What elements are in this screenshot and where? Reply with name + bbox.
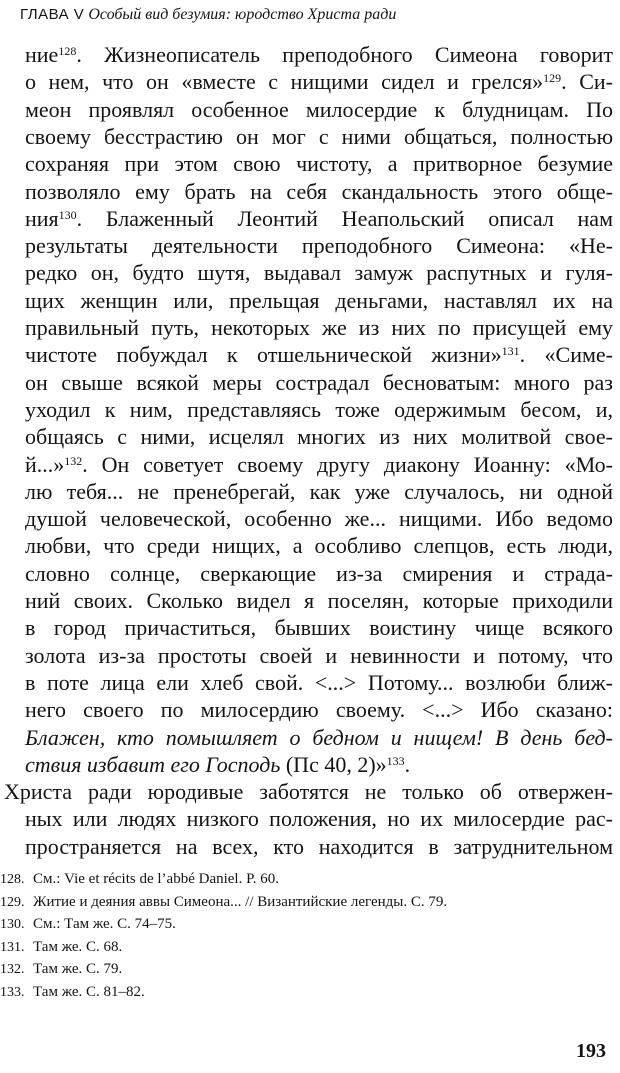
footnote-ref: 133 — [386, 753, 405, 768]
text-line — [25, 67, 613, 97]
footnote-ref: 129 — [543, 71, 562, 86]
text-line — [25, 204, 613, 234]
text-line — [25, 258, 613, 288]
text-line — [25, 313, 613, 343]
footnote-number: 132. — [0, 962, 25, 978]
footnote-text: Там же. С. 68. — [33, 938, 123, 955]
footnote-text: Там же. С. 81–82. — [33, 984, 145, 1000]
footnote-text: См.: Там же. С. 74–75. — [33, 916, 176, 933]
footnote-number: 131. — [0, 939, 25, 955]
text-run: уходил к ним, представляясь тоже одержимым бесом, и, — [25, 396, 613, 422]
text-line — [25, 695, 613, 725]
text-run: редко он, будто шутя, выдавал замуж распутных и гуля- — [25, 260, 613, 286]
text-run: результаты деятельности преподобного Симеона: «Не- — [25, 233, 613, 259]
footnote-item — [0, 913, 176, 936]
text-line — [25, 368, 613, 398]
text-run: й...» — [25, 451, 65, 477]
text-run: позволяло ему брать на себя скандальность этого обще- — [25, 178, 613, 204]
running-header — [20, 6, 396, 24]
footnote-item — [0, 936, 122, 959]
text-line — [25, 531, 613, 561]
text-line — [25, 750, 613, 780]
text-run: Христа ради юродивые заботятся не только об отвержен- — [4, 779, 613, 805]
footnote-item — [0, 958, 122, 981]
text-line — [25, 40, 613, 70]
footnote-text: Там же. С. 79. — [33, 961, 123, 978]
text-line — [25, 286, 613, 316]
text-line — [25, 723, 613, 753]
text-run: ных или людях низкого положения, но их милосердие рас- — [25, 806, 613, 832]
text-line — [25, 95, 613, 125]
italic-text: ствия избавит его Господь — [25, 751, 281, 777]
text-run: о нем, что он «вместе с нищими сидел и грелся» — [25, 69, 544, 95]
text-line — [25, 231, 613, 261]
text-run: правильный путь, некоторых же из них по присущей ему — [25, 315, 613, 340]
text-run: пространяется на всех, кто находится в затруднительном — [25, 833, 613, 859]
text-line — [25, 641, 613, 671]
text-run: своему бесстрастию он мог с ними общаться, полностью — [25, 123, 613, 149]
text-run: он свыше всякой меры сострадал бесноватым: много раз — [25, 369, 613, 395]
text-run: . — [404, 751, 411, 777]
text-run: меон проявлял особенное милосердие к блудницам. По — [25, 96, 613, 122]
footnote-number: 128. — [0, 872, 25, 887]
text-run: любви, что среди нищих, а особливо слепцов, есть люди, — [25, 533, 613, 559]
footnote-ref: 128 — [58, 44, 77, 58]
text-run: в город причаститься, бывших воистину чище всякого — [25, 615, 613, 641]
footnote-number: 130. — [0, 917, 25, 933]
text-run: . Блаженный Леонтий Неапольский описал нам — [76, 205, 613, 231]
footnote-text: Житие и деяния аввы Симеона... // Византийские легенды. С. 79. — [33, 893, 448, 910]
footnote-ref: 132 — [64, 453, 83, 468]
text-line — [25, 559, 613, 589]
text-run: . Он советует своему другу диакону Иоанну: «Мо- — [82, 451, 613, 477]
text-run: в поте лица ели хлеб свой. <...> Потому... возлюби ближ- — [25, 669, 613, 695]
footnote-ref: 131 — [501, 344, 520, 359]
footnote-text: См.: Vie et récits de l’abbé Daniel. P. 60. — [33, 871, 280, 887]
text-run: сохраняя при этом свою чистоту, а притворное безумие — [25, 151, 613, 177]
text-line — [25, 395, 613, 425]
text-line — [25, 450, 613, 480]
page-number: 193 — [576, 1040, 606, 1062]
text-line — [25, 504, 613, 534]
footnote-number: 133. — [0, 985, 25, 1000]
text-line — [25, 804, 613, 834]
text-run: (Пс 40, 2)» — [280, 751, 387, 777]
text-run: чистоте побуждал к отшельнической жизни» — [25, 342, 502, 368]
text-line — [25, 149, 613, 179]
chapter-label: ГЛАВА V — [20, 6, 85, 23]
footnote-item — [0, 981, 145, 1004]
text-run: душой человеческой, особенно же... нищими. Ибо ведомо — [25, 506, 613, 532]
text-line — [25, 340, 613, 370]
text-run: . Жизнеописатель преподобного Симеона говорит — [76, 42, 613, 67]
text-run: общаясь с ними, исцелял многих из них молитвой свое- — [25, 424, 613, 450]
italic-text: Блажен, кто помышляет о бедном и нищем! В день бед- — [25, 724, 613, 750]
text-run: лю тебя... не пренебрегай, как уже случалось, ни одной — [25, 478, 613, 504]
text-line — [25, 613, 613, 643]
text-line — [4, 777, 613, 807]
text-line — [25, 832, 613, 862]
text-run: ний своих. Сколько видел я поселян, которые приходили — [25, 588, 613, 613]
text-line — [25, 586, 613, 616]
text-line — [25, 477, 613, 507]
text-run: ния — [25, 205, 59, 231]
text-run: щих женщин или, прельщая деньгами, наставлял их на — [25, 287, 613, 313]
text-run: . «Симе- — [519, 342, 613, 368]
footnote-ref: 130 — [58, 207, 77, 222]
text-run: золота из-за простоты своей и невинности и потому, что — [25, 642, 613, 668]
chapter-subtitle: Особый вид безумия: юродство Христа ради — [88, 6, 397, 23]
text-run: него своего по милосердию своему. <...> Ибо сказано: — [25, 697, 613, 723]
footnote-item — [0, 868, 279, 891]
text-line — [25, 668, 613, 698]
footnote-item — [0, 891, 447, 914]
footnote-number: 129. — [0, 894, 25, 910]
text-run: ние — [25, 42, 59, 67]
text-line — [25, 422, 613, 452]
text-run: словно солнце, сверкающие из-за смирения и страда- — [25, 560, 613, 586]
text-run: . Си- — [561, 69, 613, 95]
text-line — [25, 122, 613, 152]
text-line — [25, 177, 613, 207]
